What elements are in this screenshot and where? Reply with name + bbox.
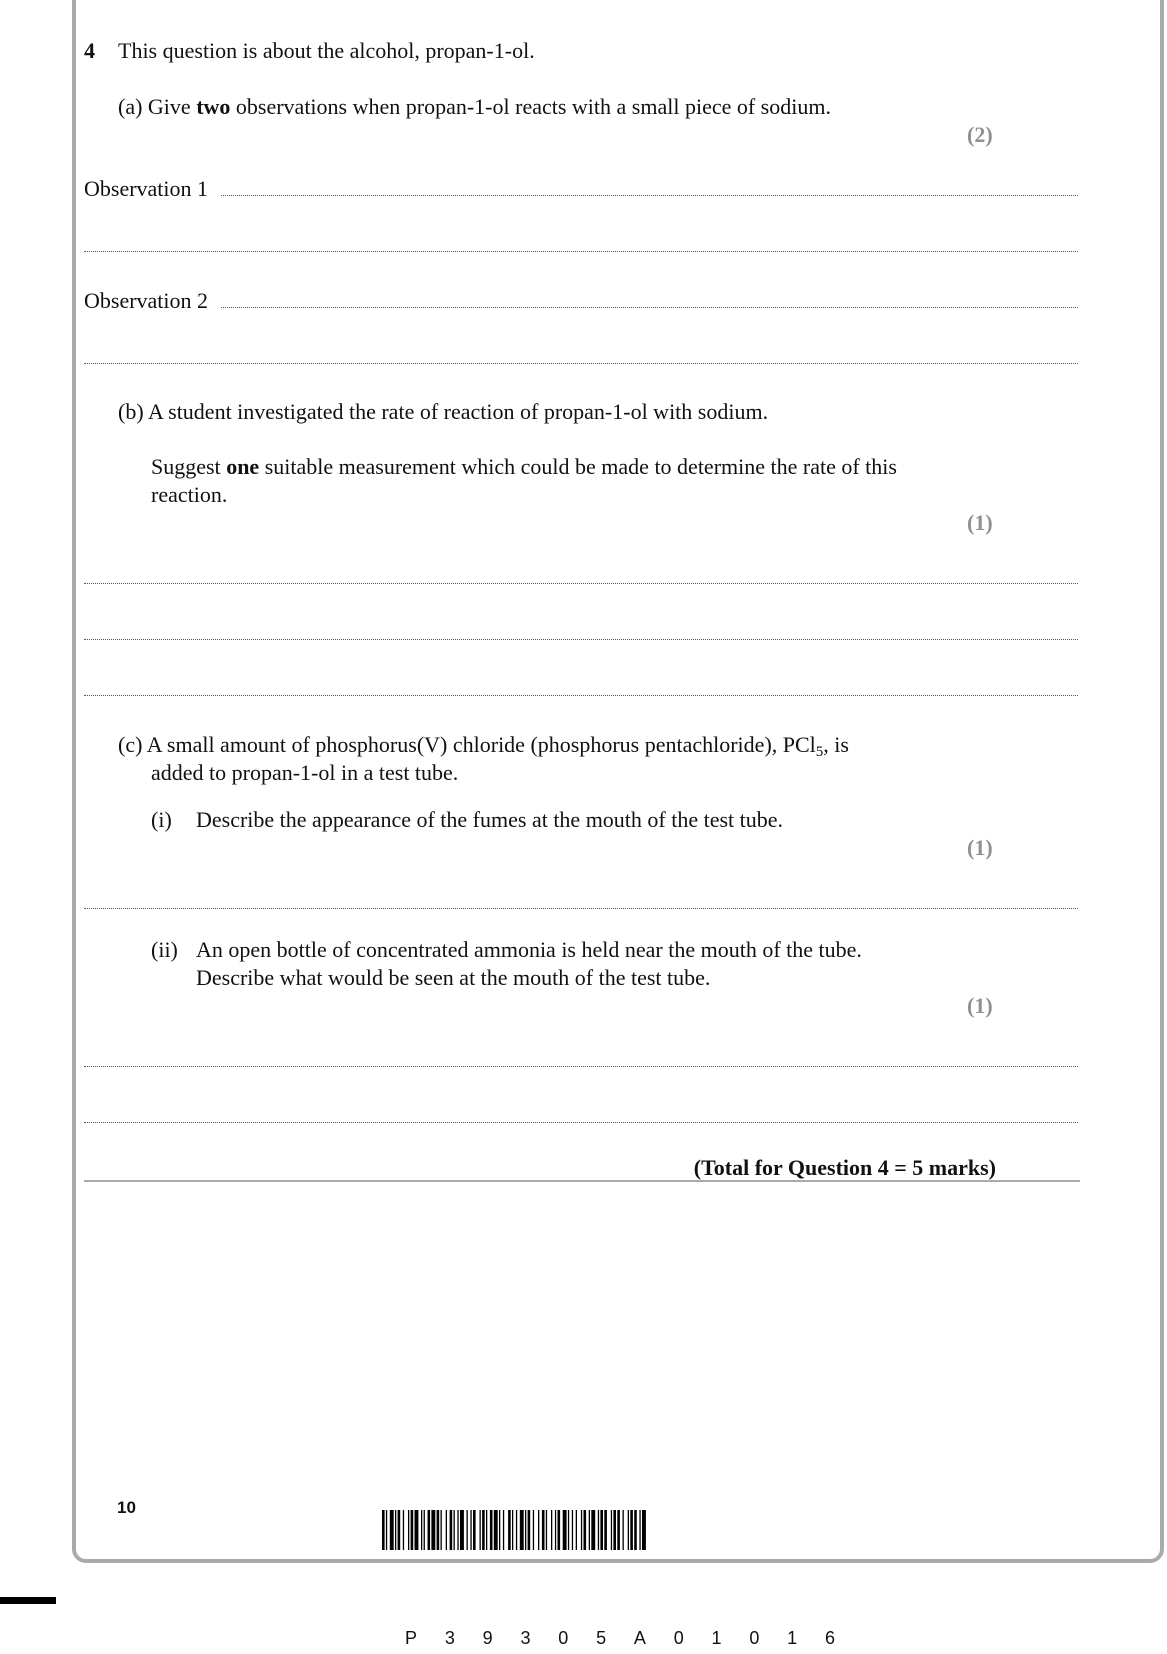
observation-2-answer-line-2[interactable] (84, 363, 1078, 364)
part-b-prompt: (b) A student investigated the rate of reaction of propan-1-ol with sodium. (118, 399, 769, 424)
margin-mark (0, 1597, 56, 1604)
barcode-char: 5 (596, 1628, 607, 1648)
part-c-i-label: (i) (151, 807, 172, 832)
part-c-ii-answer-line-2[interactable] (84, 1122, 1078, 1123)
barcode-char: 3 (520, 1628, 531, 1648)
observation-2-answer-line[interactable] (221, 307, 1078, 308)
barcode-char: 6 (824, 1628, 835, 1648)
barcode-char: 0 (673, 1628, 684, 1648)
part-c-i-prompt: Describe the appearance of the fumes at the mouth of the test tube. (196, 807, 784, 832)
part-c-prompt-line2: added to propan-1-ol in a test tube. (151, 760, 459, 785)
part-c-ii-label: (ii) (151, 937, 178, 962)
part-c-ii-answer-line-1[interactable] (84, 1066, 1078, 1067)
observation-1-answer-line[interactable] (221, 195, 1078, 196)
barcode-char: 9 (482, 1628, 493, 1648)
barcode-char: A (633, 1628, 646, 1648)
part-b-suggest-line2: reaction. (151, 482, 228, 507)
part-a-marks: (2) (967, 122, 993, 147)
barcode-char: 0 (558, 1628, 569, 1648)
part-b-answer-line-3[interactable] (84, 695, 1078, 696)
question-total: (Total for Question 4 = 5 marks) (693, 1155, 996, 1180)
part-c-ii-prompt-line2: Describe what would be seen at the mouth of the test tube. (196, 965, 711, 990)
observation-2-label: Observation 2 (84, 288, 209, 313)
barcode-text (405, 1628, 835, 1648)
part-c-i-answer-line[interactable] (84, 908, 1078, 909)
part-b-marks: (1) (967, 510, 993, 535)
part-c-ii-prompt-line1: An open bottle of concentrated ammonia is held near the mouth of the tube. (196, 937, 862, 962)
barcode-char: 3 (444, 1628, 455, 1648)
total-separator (84, 1180, 1080, 1182)
part-c-i-marks: (1) (967, 835, 993, 860)
barcode-char: P (405, 1628, 418, 1648)
part-b-answer-line-2[interactable] (84, 639, 1078, 640)
barcode-char: 1 (711, 1628, 722, 1648)
part-b-answer-line-1[interactable] (84, 583, 1078, 584)
observation-1-answer-line-2[interactable] (84, 251, 1078, 252)
part-c-prompt-line1: (c) A small amount of phosphorus(V) chloride (phosphorus pentachloride), PCl$_5$, is (118, 732, 849, 760)
observation-1-label: Observation 1 (84, 176, 209, 201)
barcode-char: 0 (749, 1628, 760, 1648)
barcode-char: 1 (787, 1628, 798, 1648)
part-c-ii-marks: (1) (967, 993, 993, 1018)
part-a-prompt: (a) Give two observations when propan-1-ol reacts with a small piece of sodium. (118, 94, 831, 119)
question-number: 4 (84, 38, 95, 63)
barcode (382, 1510, 818, 1552)
question-intro: This question is about the alcohol, propan-1-ol. (118, 38, 535, 63)
part-b-suggest-line1: Suggest one suitable measurement which could be made to determine the rate of this (151, 454, 897, 479)
page-number: 10 (117, 1498, 136, 1517)
